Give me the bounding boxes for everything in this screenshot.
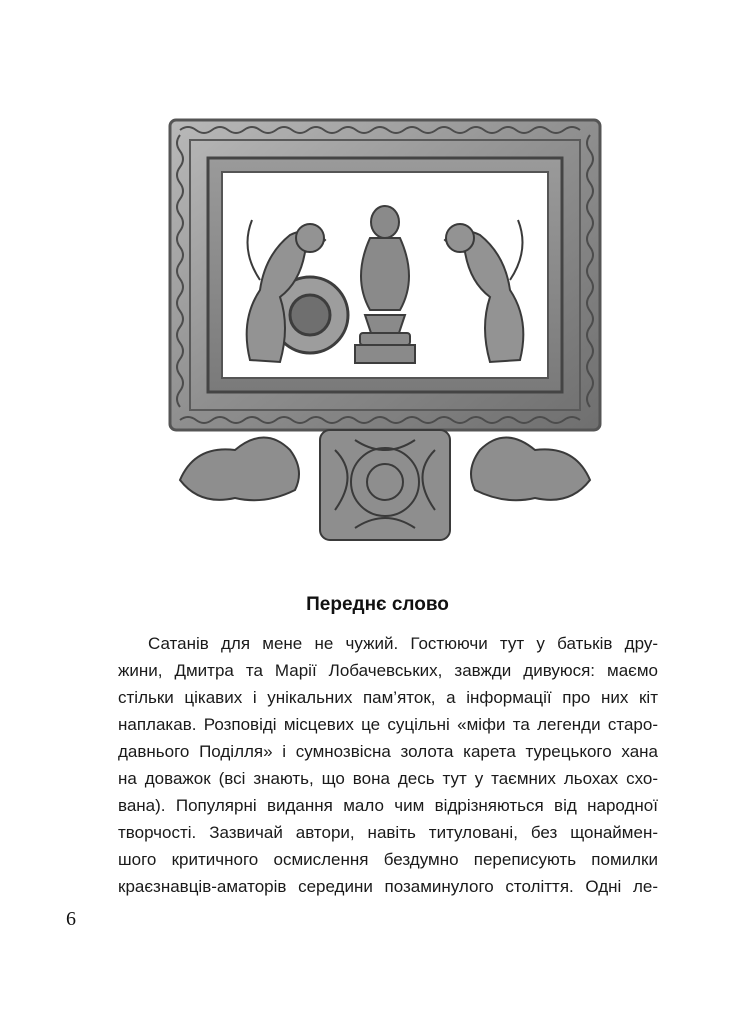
text-line: творчості. Зазвичай автори, навіть титуловані, без щонаймен- — [118, 823, 658, 842]
page-number: 6 — [66, 908, 76, 930]
text-line: краєзнавців-аматорів середини позаминулого століття. Одні ле- — [118, 877, 658, 896]
chapter-title: Переднє слово — [306, 594, 449, 615]
body-paragraph — [118, 630, 658, 900]
text-line: вана). Популярні видання мало чим відрізняються від народної — [118, 796, 658, 815]
text-line: стільки цікавих і унікальних пам’яток, а інформації про них кіт — [118, 688, 658, 707]
text-line: на доважок (всі знають, що вона десь тут у таємних льохах схо- — [118, 769, 658, 788]
text-line: давнього Поділля» і сумнозвісна золота карета турецького хана — [118, 742, 658, 761]
text-line: шого критичного осмислення бездумно переписують помилки — [118, 850, 658, 869]
relief-image — [160, 110, 610, 550]
text-line: наплакав. Розповіді місцевих це суцільні «міфи та легенди старо- — [118, 715, 658, 734]
carved-relief-illustration — [160, 110, 610, 550]
text-line: Сатанів для мене не чужий. Гостюючи тут у батьків дру- — [148, 634, 658, 653]
text-line: жини, Дмитра та Марії Лобачевських, завжди дивуюся: маємо — [118, 661, 658, 680]
